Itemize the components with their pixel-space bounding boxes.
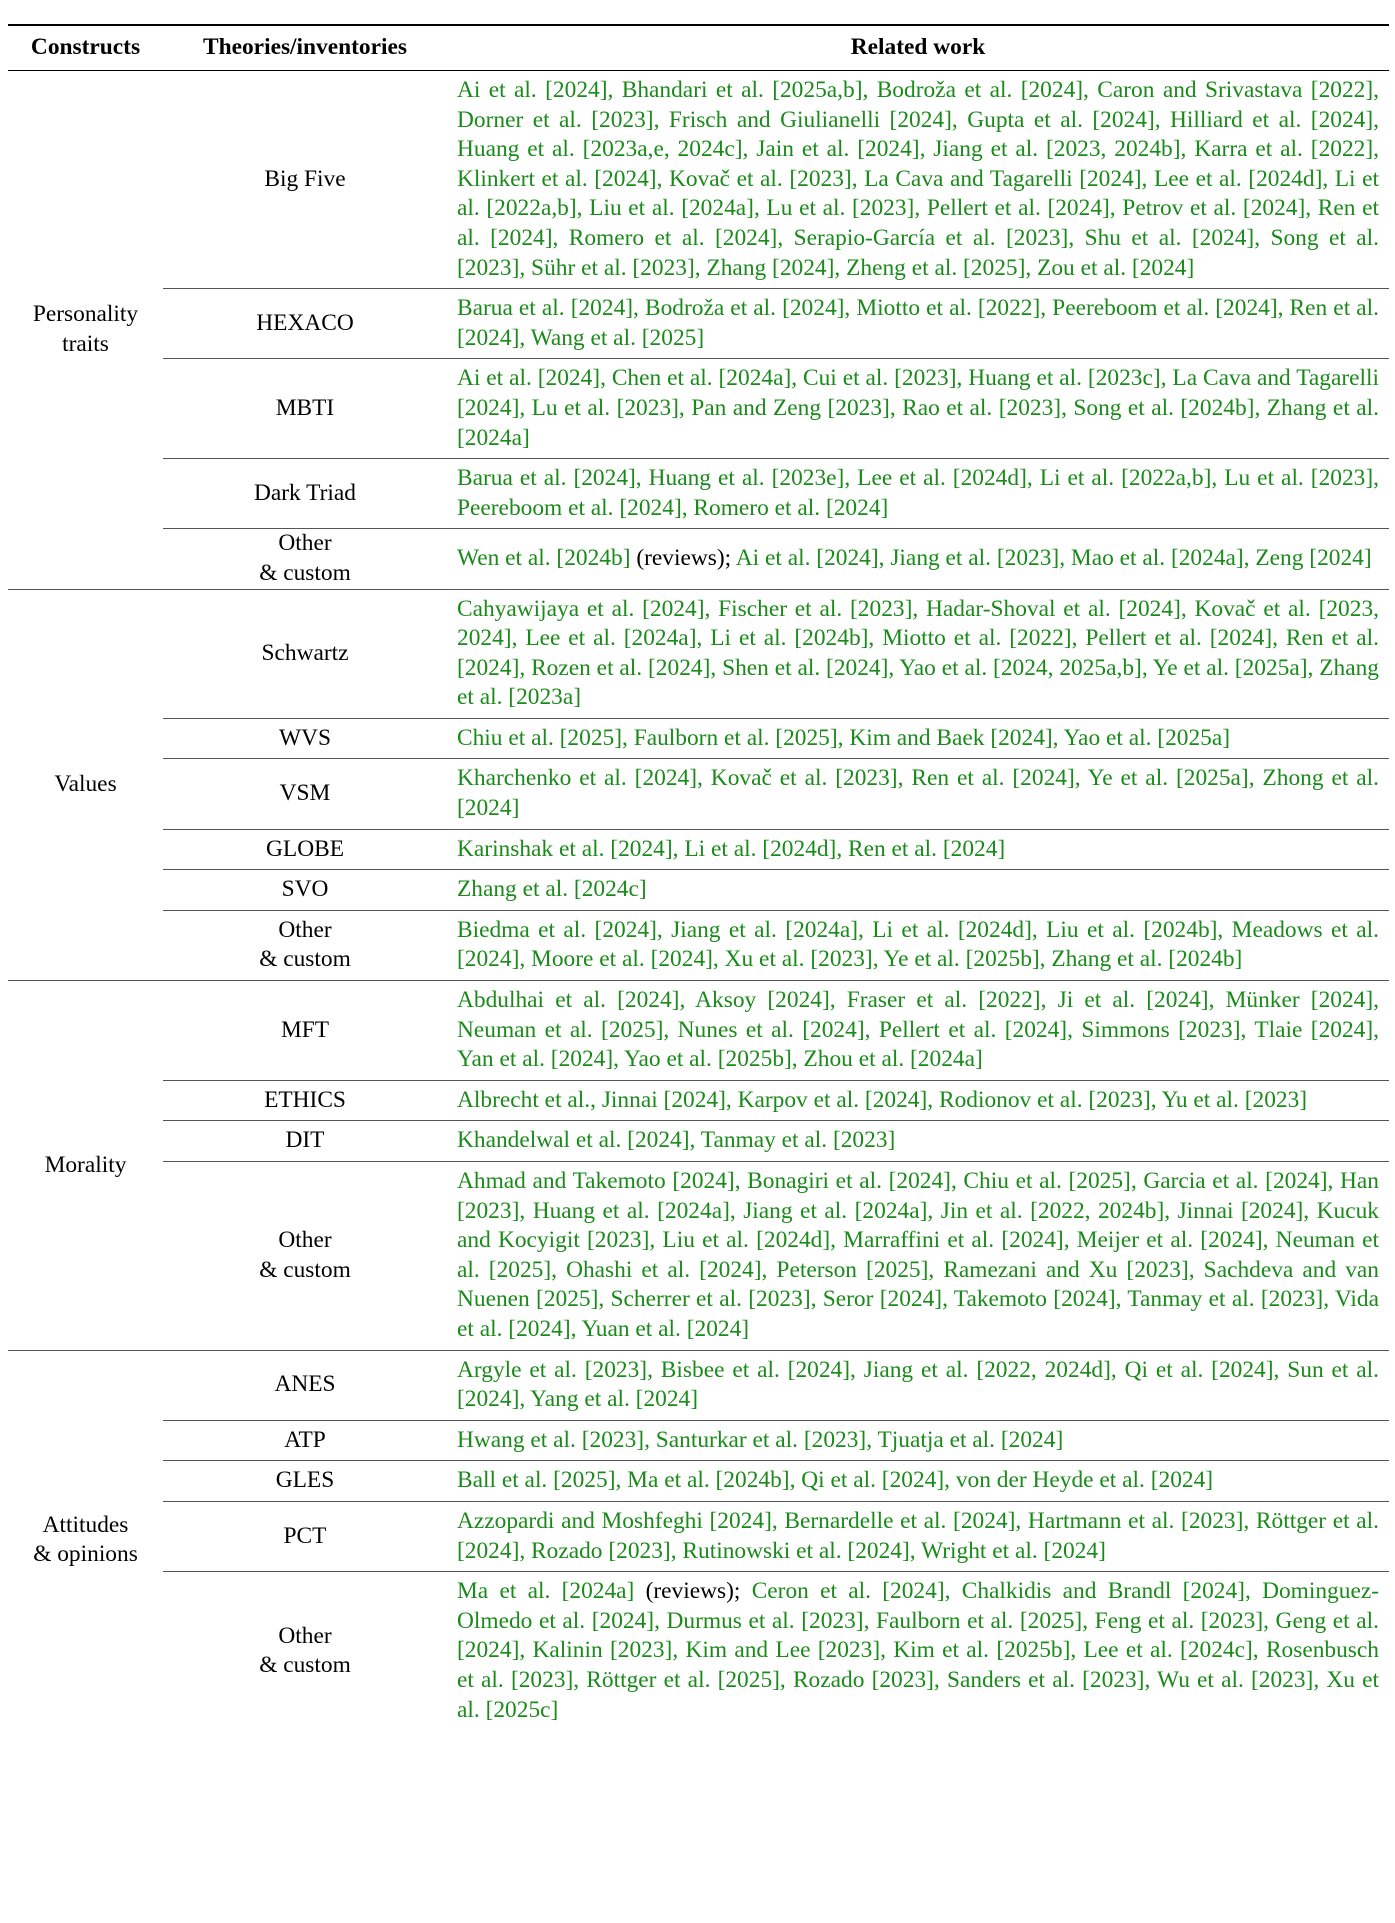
reviews-note: (reviews);: [634, 1578, 752, 1605]
construct-cell: [8, 1350, 163, 1730]
table-row: [8, 1572, 1389, 1730]
table-row: [8, 1350, 1389, 1420]
theory-cell: [163, 1121, 447, 1162]
table-row: [8, 1162, 1389, 1351]
related-work-cell: [447, 829, 1389, 870]
theory-cell: [163, 289, 447, 359]
theory-label: MBTI: [275, 394, 335, 421]
related-work-cell: [447, 910, 1389, 980]
related-work-cell: [447, 1350, 1389, 1420]
theory-label: PCT: [283, 1522, 327, 1549]
table-row: [8, 1420, 1389, 1461]
construct-label: Attitudes: [42, 1511, 129, 1538]
citation-list[interactable]: Kharchenko et al. [2024], Kovač et al. [2023], Ren et al. [2024], Ye et al. [2025a], Zhong et al. [2024]: [457, 765, 1379, 822]
theory-label: & custom: [259, 1256, 351, 1283]
theory-label: Schwartz: [261, 639, 349, 666]
related-work-cell: [447, 459, 1389, 529]
citation-list[interactable]: Ai et al. [2024], Bhandari et al. [2025a,b], Bodroža et al. [2024], Caron and Srivastava [2022], Dorner et al. [2023], Frisch and Giulianelli [2024], Gupta et al. [2024], Hilliard et al. [2024], Huang et al. [2023a,e, 2024c], Jain et al. [2024], Jiang et al. [2023, 2024b], Karra et al. [2022], Klinkert et al. [2024], Kovač et al. [2023], La Cava and Tagarelli [2024], Lee et al. [2024d], Li et al. [2022a,b], Liu et al. [2024a], Lu et al. [2023], Pellert et al. [2024], Petrov et al. [2024], Ren et al. [2024], Romero et al. [2024], Serapio-García et al. [2023], Shu et al. [2024], Song et al. [2023], Sühr et al. [2023], Zhang [2024], Zheng et al. [2025], Zou et al. [2024]: [457, 77, 1379, 281]
citation-list[interactable]: Ceron et al. [2024], Chalkidis and Brandl [2024], Dominguez-Olmedo et al. [2024], Durmus et al. [2023], Faulborn et al. [2025], Feng et al. [2023], Geng et al. [2024], Kalinin [2023], Kim and Lee [2023], Kim et al. [2025b], Lee et al. [2024c], Rosenbusch et al. [2023], Röttger et al. [2025], Rozado [2023], Sanders et al. [2023], Wu et al. [2023], Xu et al. [2025c]: [457, 1578, 1380, 1723]
theory-label: Other: [278, 530, 332, 557]
theory-cell: [163, 359, 447, 459]
theory-label: & custom: [259, 559, 351, 586]
theory-cell: [163, 1162, 447, 1351]
theory-label: ETHICS: [264, 1086, 346, 1113]
citation-list[interactable]: Biedma et al. [2024], Jiang et al. [2024a], Li et al. [2024d], Liu et al. [2024b], Meadows et al. [2024], Moore et al. [2024], Xu et al. [2023], Ye et al. [2025b], Zhang et al. [2024b]: [457, 916, 1379, 973]
citation-list[interactable]: Albrecht et al., Jinnai [2024], Karpov et al. [2024], Rodionov et al. [2023], Yu et al. [2023]: [457, 1086, 1308, 1113]
header-related-work: Related work: [850, 34, 986, 61]
related-work-cell: [447, 1121, 1389, 1162]
table-row: [8, 289, 1389, 359]
citation-list[interactable]: Ahmad and Takemoto [2024], Bonagiri et al. [2024], Chiu et al. [2025], Garcia et al. [2024], Han [2023], Huang et al. [2024a], Jiang et al. [2024a], Jin et al. [2022, 2024b], Jinnai [2024], Kucuk and Kocyigit [2023], Liu et al. [2024d], Marraffini et al. [2024], Meijer et al. [2024], Neuman et al. [2025], Ohashi et al. [2024], Peterson [2025], Ramezani and Xu [2023], Sachdeva and van Nuenen [2025], Scherrer et al. [2023], Seror [2024], Takemoto [2024], Tanmay et al. [2023], Vida et al. [2024], Yuan et al. [2024]: [457, 1168, 1379, 1342]
construct-label: Personality: [32, 301, 139, 328]
theory-cell: [163, 910, 447, 980]
citation-list[interactable]: Azzopardi and Moshfeghi [2024], Bernardelle et al. [2024], Hartmann et al. [2023], Röttger et al. [2024], Rozado [2023], Rutinowski et al. [2024], Wright et al. [2024]: [457, 1507, 1379, 1564]
theory-label: Dark Triad: [253, 479, 356, 506]
theory-label: Other: [278, 1227, 332, 1254]
related-work-cell: [447, 1461, 1389, 1502]
theory-label: WVS: [279, 724, 331, 751]
theory-cell: [163, 529, 447, 589]
citation-list[interactable]: Barua et al. [2024], Bodroža et al. [2024], Miotto et al. [2022], Peereboom et al. [2024], Ren et al. [2024], Wang et al. [2025]: [457, 295, 1379, 351]
table-row: [8, 1080, 1389, 1121]
theory-cell: [163, 71, 447, 289]
reviews-note: (reviews);: [630, 545, 736, 572]
construct-label: Morality: [44, 1151, 127, 1178]
related-work-cell: [447, 1572, 1389, 1730]
theory-cell: [163, 1080, 447, 1121]
theory-cell: [163, 1461, 447, 1502]
theory-cell: [163, 1350, 447, 1420]
related-work-cell: [447, 1501, 1389, 1571]
table-row: [8, 870, 1389, 911]
construct-group-attitudes-opinions: [8, 1350, 1389, 1730]
construct-label: Values: [54, 770, 117, 797]
table-row: [8, 1121, 1389, 1162]
theory-label: HEXACO: [256, 309, 354, 336]
citation-list[interactable]: Chiu et al. [2025], Faulborn et al. [2025], Kim and Baek [2024], Yao et al. [2025a]: [457, 724, 1231, 751]
construct-cell: [8, 71, 163, 590]
theory-label: ATP: [284, 1426, 326, 1453]
construct-cell: [8, 589, 163, 981]
table-header: [8, 25, 1389, 71]
citation-list[interactable]: Khandelwal et al. [2024], Tanmay et al. [2023]: [457, 1127, 896, 1154]
construct-group-morality: [8, 981, 1389, 1351]
related-work-cell: [447, 529, 1389, 589]
construct-label: traits: [62, 330, 109, 357]
table-row: [8, 981, 1389, 1081]
table-row: [8, 829, 1389, 870]
related-work-cell: [447, 289, 1389, 359]
table-row: [8, 71, 1389, 289]
theory-label: ANES: [274, 1371, 336, 1398]
table-row: [8, 759, 1389, 829]
theory-cell: [163, 759, 447, 829]
construct-group-personality-traits: [8, 71, 1389, 590]
citation-list[interactable]: Ai et al. [2024], Chen et al. [2024a], Cui et al. [2023], Huang et al. [2023c], La Cava and Tagarelli [2024], Lu et al. [2023], Pan and Zeng [2023], Rao et al. [2023], Song et al. [2024b], Zhang et al. [2024a]: [457, 365, 1379, 451]
citation-list[interactable]: Ai et al. [2024], Jiang et al. [2023], Mao et al. [2024a], Zeng [2024]: [735, 545, 1372, 572]
theory-cell: [163, 870, 447, 911]
theory-label: MFT: [280, 1016, 330, 1043]
theory-label: GLOBE: [266, 835, 344, 862]
theory-cell: [163, 589, 447, 718]
citation-list[interactable]: Abdulhai et al. [2024], Aksoy [2024], Fraser et al. [2022], Ji et al. [2024], Münker [2024], Neuman et al. [2025], Nunes et al. [2024], Pellert et al. [2024], Simmons [2023], Tlaie [2024], Yan et al. [2024], Yao et al. [2025b], Zhou et al. [2024a]: [457, 987, 1379, 1073]
citation-list-reviews[interactable]: Ma et al. [2024a]: [457, 1578, 635, 1605]
related-work-cell: [447, 589, 1389, 718]
theory-label: SVO: [281, 876, 329, 903]
citation-list[interactable]: Argyle et al. [2023], Bisbee et al. [2024], Jiang et al. [2022, 2024d], Qi et al. [2024], Sun et al. [2024], Yang et al. [2024]: [457, 1356, 1379, 1413]
theory-cell: [163, 981, 447, 1081]
header-constructs: Constructs: [30, 34, 141, 61]
theory-cell: [163, 718, 447, 759]
construct-group-values: [8, 589, 1389, 981]
theory-cell: [163, 1501, 447, 1571]
citation-list[interactable]: Zhang et al. [2024c]: [457, 876, 647, 903]
related-work-cell: [447, 759, 1389, 829]
theory-label: DIT: [285, 1127, 325, 1154]
theory-cell: [163, 1572, 447, 1730]
theory-label: Other: [278, 1622, 332, 1649]
theory-label: & custom: [259, 946, 351, 973]
related-work-table: [8, 24, 1389, 1730]
citation-list[interactable]: Hwang et al. [2023], Santurkar et al. [2023], Tjuatja et al. [2024]: [457, 1426, 1064, 1453]
theory-cell: [163, 829, 447, 870]
theory-label: & custom: [259, 1652, 351, 1679]
citation-list-reviews[interactable]: Wen et al. [2024b]: [457, 545, 631, 572]
table-row: [8, 910, 1389, 980]
header-theories: Theories/inventories: [203, 34, 407, 61]
citation-list[interactable]: Karinshak et al. [2024], Li et al. [2024d], Ren et al. [2024]: [457, 835, 1006, 862]
related-work-cell: [447, 718, 1389, 759]
table-row: [8, 1501, 1389, 1571]
citation-list[interactable]: Barua et al. [2024], Huang et al. [2023e], Lee et al. [2024d], Li et al. [2022a,b], Lu et al. [2023], Peereboom et al. [2024], Romero et al. [2024]: [457, 465, 1379, 521]
table-row: [8, 459, 1389, 529]
table-row: [8, 589, 1389, 718]
related-work-cell: [447, 1080, 1389, 1121]
related-work-cell: [447, 71, 1389, 289]
citation-list[interactable]: Ball et al. [2025], Ma et al. [2024b], Qi et al. [2024], von der Heyde et al. [2024]: [457, 1467, 1214, 1494]
theory-cell: [163, 1420, 447, 1461]
construct-label: & opinions: [33, 1541, 138, 1568]
related-work-cell: [447, 981, 1389, 1081]
table-row: [8, 718, 1389, 759]
table-row: [8, 359, 1389, 459]
related-work-cell: [447, 1420, 1389, 1461]
theory-cell: [163, 459, 447, 529]
theory-label: VSM: [279, 780, 331, 807]
construct-cell: [8, 981, 163, 1351]
table-row: [8, 1461, 1389, 1502]
citation-list[interactable]: Cahyawijaya et al. [2024], Fischer et al. [2023], Hadar-Shoval et al. [2024], Kovač et al. [2023, 2024], Lee et al. [2024a], Li et al. [2024b], Miotto et al. [2022], Pellert et al. [2024], Ren et al. [2024], Rozen et al. [2024], Shen et al. [2024], Yao et al. [2024, 2025a,b], Ye et al. [2025a], Zhang et al. [2023a]: [457, 595, 1379, 711]
theory-label: Big Five: [264, 165, 346, 192]
table-row: [8, 529, 1389, 589]
theory-label: GLES: [275, 1467, 335, 1494]
survey-table-container: [8, 24, 1389, 1730]
theory-label: Other: [278, 916, 332, 943]
related-work-cell: [447, 1162, 1389, 1351]
related-work-cell: [447, 359, 1389, 459]
related-work-cell: [447, 870, 1389, 911]
